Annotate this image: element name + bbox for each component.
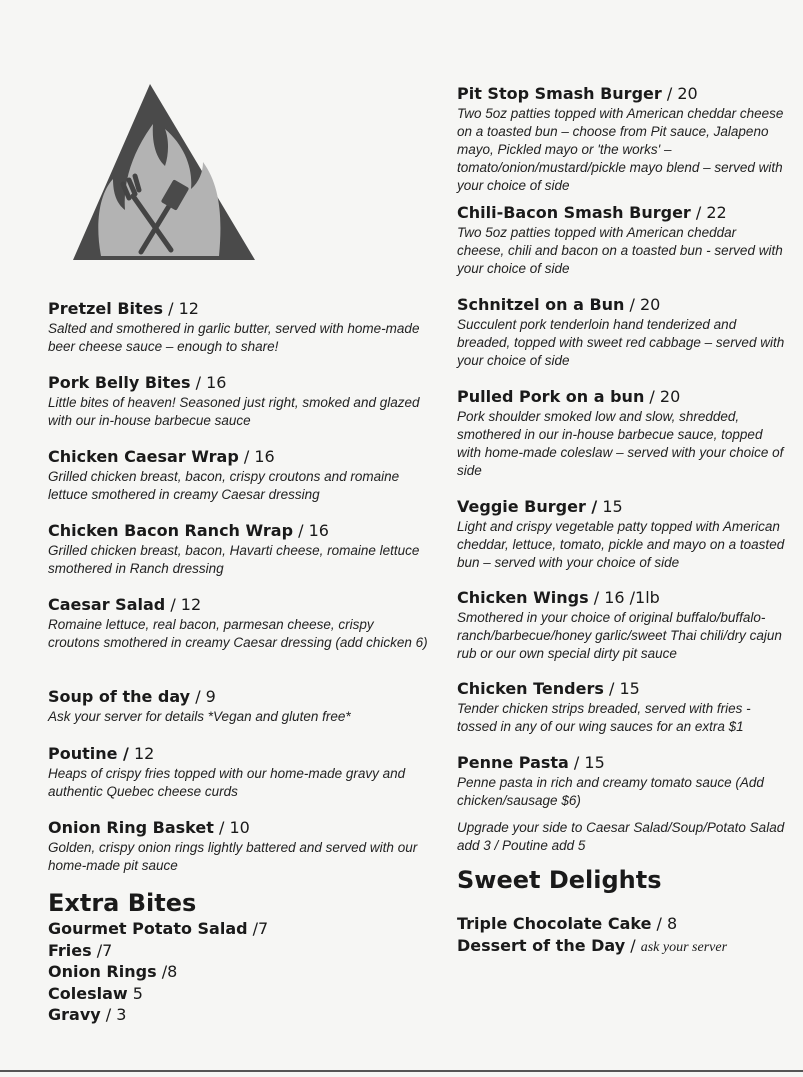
item-price: / 16 xyxy=(238,447,275,466)
item-name: Chicken Tenders xyxy=(457,679,604,698)
item-price: / 8 xyxy=(651,914,678,933)
dessert-item-cake xyxy=(457,913,787,935)
sweet-delights-section xyxy=(457,865,787,958)
item-name: Triple Chocolate Cake xyxy=(457,914,652,933)
upgrade-side-note: Upgrade your side to Caesar Salad/Soup/Potato Salad add 3 / Poutine add 5 xyxy=(457,820,785,853)
item-description: Two 5oz patties topped with American cheddar cheese on a toasted bun – choose from Pit sauce, Jalapeno mayo, Pickled mayo or 'the works' – tomato/onion/mustard/pickle mayo blend – served with your choice of side xyxy=(457,106,784,193)
item-description: Ask your server for details *Vegan and gluten free* xyxy=(48,709,351,724)
item-description: Romaine lettuce, real bacon, parmesan cheese, crispy croutons smothered in creamy Caesar dressing (add chicken 6) xyxy=(48,617,428,650)
item-price: / 10 xyxy=(213,818,250,837)
menu-item-onion-ring-basket xyxy=(48,818,428,888)
item-description: Heaps of crispy fries topped with our home-made gravy and authentic Quebec cheese curds xyxy=(48,766,406,799)
item-price: / 16 /1lb xyxy=(588,588,660,607)
extra-bites-section xyxy=(48,888,428,1026)
item-price: / 20 xyxy=(661,84,698,103)
item-name: Schnitzel on a Bun xyxy=(457,295,625,314)
item-description: Pork shoulder smoked low and slow, shredded, smothered in our in-house barbecue sauce, topped with home-made coleslaw – served with your choice of side xyxy=(457,409,784,478)
menu-item-caesar-salad xyxy=(48,595,428,687)
item-name: Penne Pasta xyxy=(457,753,569,772)
section-title-extra-bites: Extra Bites xyxy=(48,889,197,917)
extra-item xyxy=(48,918,428,940)
item-price: 12 xyxy=(128,744,155,763)
menu-item-chicken-caesar-wrap xyxy=(48,447,428,521)
item-name: Gourmet Potato Salad xyxy=(48,919,248,938)
item-name: Poutine / xyxy=(48,744,129,763)
item-name: Veggie Burger / xyxy=(457,497,598,516)
item-name: Pit Stop Smash Burger xyxy=(457,84,662,103)
item-description: Two 5oz patties topped with American cheddar cheese, chili and bacon on a toasted bun - served with your choice of side xyxy=(457,225,783,276)
menu-item-penne-pasta xyxy=(457,753,787,819)
item-name: Gravy xyxy=(48,1005,101,1024)
item-price: /7 xyxy=(247,919,269,938)
item-price: 5 xyxy=(127,983,143,1003)
menu-item-pit-stop-smash-burger xyxy=(457,84,787,203)
item-description: Grilled chicken breast, bacon, crispy croutons and romaine lettuce smothered in creamy Caesar dressing xyxy=(48,469,400,502)
item-description: Golden, crispy onion rings lightly battered and served with our home-made pit sauce xyxy=(48,840,418,873)
item-name: Pork Belly Bites xyxy=(48,373,191,392)
item-name: Onion Rings xyxy=(48,962,157,981)
item-description: Smothered in your choice of original buffalo/buffalo-ranch/barbecue/honey garlic/sweet Thai chili/dry cajun rub or our own special dirty pit sauce xyxy=(457,610,782,661)
right-menu-column xyxy=(457,84,787,958)
item-price: /7 xyxy=(91,940,113,960)
item-price: / 16 xyxy=(293,521,329,540)
item-separator: / xyxy=(625,935,641,955)
item-description: Salted and smothered in garlic butter, served with home-made beer cheese sauce – enough to share! xyxy=(48,321,420,354)
item-name: Pulled Pork on a bun xyxy=(457,387,645,406)
item-price: 15 xyxy=(597,497,623,516)
menu-item-chicken-tenders xyxy=(457,679,787,753)
item-price: /8 xyxy=(156,962,178,981)
item-price: / 9 xyxy=(190,687,216,706)
item-name: Soup of the day xyxy=(48,687,191,706)
item-name: Chicken Wings xyxy=(457,588,589,607)
item-name: Chicken Bacon Ranch Wrap xyxy=(48,521,294,540)
ask-server-note: ask your server xyxy=(640,939,728,955)
item-price: / 12 xyxy=(163,299,199,318)
menu-item-schnitzel-on-a-bun xyxy=(457,295,787,387)
item-price: / 20 xyxy=(624,295,661,314)
item-price: / 3 xyxy=(100,1005,127,1024)
item-description: Light and crispy vegetable patty topped with American cheddar, lettuce, tomato, pickle and mayo on a toasted bun – served with your choice of side xyxy=(457,519,785,570)
dessert-item-of-the-day xyxy=(457,935,787,959)
item-name: Onion Ring Basket xyxy=(48,818,214,837)
item-description: Grilled chicken breast, bacon, Havarti cheese, romaine lettuce smothered in Ranch dressing xyxy=(48,543,420,576)
section-title-sweet-delights: Sweet Delights xyxy=(457,866,662,894)
item-description: Tender chicken strips breaded, served with fries - tossed in any of our wing sauces for an extra $1 xyxy=(457,701,751,734)
item-description: Penne pasta in rich and creamy tomato sauce (Add chicken/sausage $6) xyxy=(457,775,764,808)
item-price: / 15 xyxy=(568,753,605,772)
menu-item-pork-belly-bites xyxy=(48,373,428,447)
item-price: / 15 xyxy=(603,679,640,698)
menu-item-chicken-bacon-ranch-wrap xyxy=(48,521,428,595)
grill-flame-logo xyxy=(73,84,255,264)
extra-item xyxy=(48,961,428,983)
menu-item-soup-of-the-day xyxy=(48,687,428,744)
item-price: / 20 xyxy=(644,387,681,406)
menu-item-veggie-burger xyxy=(457,497,787,588)
menu-item-chili-bacon-smash-burger xyxy=(457,203,787,295)
item-name: Chili-Bacon Smash Burger xyxy=(457,203,691,222)
item-price: / 22 xyxy=(690,203,727,222)
item-price: / 16 xyxy=(190,373,227,392)
item-name: Chicken Caesar Wrap xyxy=(48,447,239,466)
item-name: Pretzel Bites xyxy=(48,299,164,318)
menu-item-pretzel-bites xyxy=(48,299,428,373)
left-menu-column xyxy=(48,299,428,1026)
item-description: Succulent pork tenderloin hand tenderized and breaded, topped with sweet red cabbage – served with your choice of side xyxy=(457,317,785,368)
menu-item-poutine xyxy=(48,744,428,818)
item-description: Little bites of heaven! Seasoned just right, smoked and glazed with our in-house barbecue sauce xyxy=(48,395,420,428)
menu-item-pulled-pork-on-a-bun xyxy=(457,387,787,497)
item-name: Dessert of the Day xyxy=(457,935,626,955)
page-bottom-edge xyxy=(0,1070,803,1072)
item-price: / 12 xyxy=(165,595,202,614)
menu-item-chicken-wings xyxy=(457,588,787,679)
extra-item xyxy=(48,983,428,1005)
item-name: Caesar Salad xyxy=(48,595,166,614)
item-name: Fries xyxy=(48,940,92,960)
extra-item xyxy=(48,1004,428,1026)
extra-item xyxy=(48,940,428,962)
item-name: Coleslaw xyxy=(48,983,128,1003)
